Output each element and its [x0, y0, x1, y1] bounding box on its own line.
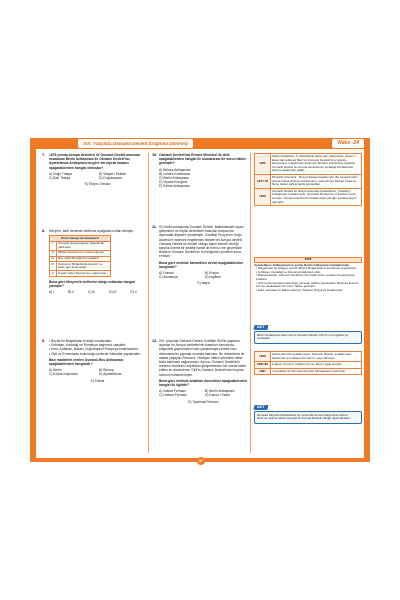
page	[30, 138, 370, 462]
note-text: Berlin Antlaşması'ndan sonra Osmanlı Devleti, Kıbrıs'ı ve İngiltere'ye verilmiştir.	[254, 331, 362, 344]
question-intro: Meryem, tarih dersinde defterine aşağıdaki notları almıştır.	[49, 229, 135, 233]
option-e[interactable]: E) Edirne	[90, 378, 105, 383]
question-number: 9.	[42, 339, 46, 343]
option-b[interactable]: B) Londra Konferansı	[159, 171, 191, 176]
question-text: Buna göre Meryem'in defterine aldığı notlardan hangisi yanlıştır?	[49, 279, 136, 289]
question-number: 11.	[152, 225, 158, 229]
timeline-year: 1878	[255, 352, 271, 362]
question-number: 7.	[42, 153, 46, 157]
notes-table	[49, 235, 111, 277]
option-b[interactable]: B) Berlin Antlaşması	[205, 389, 235, 394]
option-a[interactable]: A) Doğu Trakya	[49, 171, 72, 176]
option-b[interactable]: B) Vilayet-i Selâse	[99, 171, 126, 176]
option-d[interactable]: D) İngiltere	[205, 275, 222, 280]
timeline-text: Girit'te Rum'lar ayaklanmıştır. Osmanlı Devleti, ayaklanmayı bastırmak için Halepa Fermanı'nı yayımlamıştır.	[271, 352, 362, 362]
answer-options	[49, 172, 146, 180]
option-c[interactable]: C) Avusturya	[159, 275, 178, 280]
note-text: Dömeke Meydan Muharebesi'nin sonunda sonucu Meşrutiyet Ahmet Rıza'nın aksine askeri konuda bir Avrupa Devleti olduğu sayılmaktadır.	[254, 411, 362, 424]
column-divider	[250, 153, 251, 453]
option-e[interactable]: E) Edirne Antlaşması	[159, 184, 190, 189]
note-badge: NOT	[254, 325, 268, 330]
timeline-text: Osmanlı Devleti ile Rusya arasında Ayastefanos, (Yeşilköy) Antlaşması imzalanmıştır. (Osmanlı Devleti'nin imzalanan sona ermiştir. Osmanlı Devleti bu antlaşmayla çok ağır şartlara boyun eğmiştir.)	[271, 188, 362, 205]
question-7	[42, 153, 146, 186]
row-text: Rus elçisi Mençikof'un isteklerİ	[57, 256, 111, 262]
bullet-item: • Sırbistan, Karadağ ve Romanya bağımsız oldu.	[256, 271, 362, 275]
header-bar	[30, 138, 370, 149]
timeline-year: 1877-78	[255, 174, 271, 188]
question-text: Buna göre metinde bahsedilen devlet aşağıdakilerden hangisidir?	[159, 260, 244, 269]
question-passage: 93 Harbi sonrasında Osmanlı Devleti, Balkanlardaki siyasi gelişmeler ve büyük devletlerin baskıları karşısında diplomatik ilişkilere yönelmiştir. Özellikle Rusya'nın Doğu Akdeniz'e inmesini engellemek isteyen bir Avrupa devleti, Osmanlı Devleti'ne destek olduğu kabul ederek verdiği karşılık önemli bir strateji hamle ile Kıbrıs'ı ele geçirmiştir. Böylece Osmanlı Devleti'nin bu bölgedeki yönetimi sona ermiştir.	[159, 225, 244, 259]
timeline-year: 1897	[255, 368, 271, 375]
bullet-list	[49, 339, 146, 356]
option-e[interactable]: E) Elviye-i Selase	[84, 182, 111, 187]
bullet-item: • Kars, Ardahan, Batum, Doğubayazıt Rusya'ya bırakılacaktır.	[49, 347, 146, 351]
option-e[interactable]: E) İtalya	[197, 281, 210, 286]
row-text: Osmanlı donanmasının Navarin'de yakılması	[57, 241, 111, 250]
option-d[interactable]: D) Kanun-i Esasi	[205, 393, 230, 398]
timeline-table-2	[254, 351, 362, 375]
answer-options	[159, 389, 248, 397]
section-title: XIX. Yüzyılda Osmanlı Devleti (Dağılma Dönemi)	[78, 139, 193, 148]
bullet-item: • Girit ve Ermenistan bulunduğu yerlerde ıslahat yapılacaktır. Böylece Ermeni sorunu uluslararası bir sorun hâline gelmiştir.	[256, 282, 362, 289]
option-d[interactable]: D) IV	[109, 290, 117, 295]
timeline-year: 1876	[255, 154, 271, 175]
bullet-item: • Büyük bir Bulgaristan Krallığı kurulacaktır.	[49, 339, 146, 343]
option-c[interactable]: C) III	[88, 290, 96, 295]
option-b[interactable]: B) Rusya	[205, 271, 219, 276]
option-a[interactable]: A) Berlin	[49, 368, 62, 373]
timeline-text: Sultan Abdülaziz, II. Abdülhamit tahta çıktı. Meşrutiyet, Kanun-i Esasi ilan edilerek Batı'nın Osmanlı Devleti'nin iç işlerine karışmasını engellemek amacıyla Tersane Konferansı toplandı. Osmanlı Devleti ile Avrupa devletlerinin topladığı konferansta Kanun-i Esasi ilan edildi.	[271, 154, 362, 175]
bullet-item: • Girit ve Ermenistan bulunduğu yerlerde ıslahatlar yapılacaktır.	[49, 352, 146, 356]
option-e[interactable]: E) Tanzimat Fermanı	[188, 399, 219, 404]
berlin-block	[254, 257, 362, 292]
row-number: II.	[50, 250, 57, 256]
bullet-item: • Kars, Ardahan ve Batum (Elviye-i Selase) Rusya'ya bırakılmıştır.	[256, 289, 362, 293]
note-2	[254, 405, 362, 424]
row-number: I.	[50, 241, 57, 250]
question-text: Osmanlı Devleti'nde Ermeni Meselesi ilk defa aşağıdakilerden hangisi ile uluslararası bir sorun hâline gelmiştir?	[159, 153, 247, 166]
row-number: V.	[50, 271, 57, 277]
answer-options	[159, 168, 248, 189]
option-a[interactable]: A) Fransa	[159, 271, 174, 276]
row-text: Mülteci Sorunu'nun ortaya çıkması	[57, 250, 111, 256]
question-number: 8.	[42, 229, 46, 233]
timeline-text: Yunanistan ile Dömeke Meydan Muharebesi yapılmıştır.	[271, 368, 362, 375]
timeline-text: 93 Harbi (Osmanlı - Rusya Savaşı) başlamıştır. Bu savaşta Gazi Osman Paşa (Plevne Kahramanı), Gazi Ahmet Muhtar Paşa ve Nene Hatun kahramanlık gösterdiler.	[271, 174, 362, 188]
video-label: Video -24	[332, 139, 364, 148]
question-text: Buna göre metinde anlatılan düzenleme aşağıdakilerden hangisi ile ilgilidir?	[159, 378, 247, 388]
timeline-year: 1881-82	[255, 362, 271, 369]
question-12	[152, 339, 248, 404]
timeline-text: Ayastefanos Antlaşması'nın yerine Berlin Antlaşması imzalanmıştır.	[254, 262, 351, 267]
option-d[interactable]: D) Doğubayazıt	[99, 176, 122, 181]
bullet-item: • Bulgaristan üç bölgeye ayrıldı (Büyük Bulgaristan'ın kurulması engellendi).	[256, 267, 362, 271]
option-a[interactable]: A) Islahat Fermanı	[159, 389, 187, 394]
option-b[interactable]: B) Bükreş	[99, 368, 114, 373]
question-text: 1878 yılında Avrupa devletleri ile Osmanlı Devleti arasında imzalanan Berlin Antlaşması ile Osmanlı Devleti'nin, Ayastefanos Antlaşması'na göre tek toprak kazancı aşağıdakilerden hangisi olmuştur?	[49, 153, 140, 170]
note-1	[254, 325, 362, 344]
option-d[interactable]: D) Ayastefanos	[99, 372, 122, 377]
option-e[interactable]: E) V	[130, 290, 137, 295]
option-a[interactable]: A) I	[49, 290, 55, 295]
note-badge: NOT	[254, 405, 268, 410]
bullet-list	[256, 267, 362, 292]
question-9	[42, 339, 146, 383]
question-11	[152, 225, 248, 286]
question-10	[152, 153, 248, 189]
question-text: Bazı maddeleri verilen Osmanlı-Rus Antlaşması aşağıdakilerden hangisidir?	[49, 357, 124, 367]
row-text: Rusya'nın Boğazlarda kayıtsız ve kalıcı geri alma isteği	[57, 262, 111, 271]
timeline-table	[254, 153, 362, 206]
bullet-item: • Sırbistan, Karadağ ve Romanya bağımsız olacaktır.	[49, 343, 146, 347]
answer-options	[159, 271, 248, 279]
option-c[interactable]: C) Batı Trakya	[49, 176, 71, 181]
column-divider	[148, 153, 149, 453]
content-area	[36, 149, 364, 463]
question-passage: XIX. yüzyılda Osmanlı Devleti, özellikle Girit'te yaşanan isyanlar ve Avrupa devletlerinin baskıları karşısında, bölgedeki gayrimüslim halkı yatıştırmaya yönelik bazı düzenlemeler yapmak zorunda kalmıştır. Bu düzenleme ile adada yaşayan Rumlar'a, Hristiyan halkın yönetime daha fazla katılması sağlanmıştır. Ayrıca, Osmanlı Devleti'nin merkezi otoritesini zayıflatan gelişmelerden biri olarak kabul edilen bu düzenleme, Girit'in Osmanlı Devleti'nden kopma sürecini hızlandırmıştır.	[159, 339, 247, 377]
timeline-year: 1878	[254, 257, 362, 263]
question-number: 12.	[152, 339, 158, 343]
option-c[interactable]: C) Berlin Antlaşması	[159, 176, 189, 181]
answer-options	[49, 368, 146, 376]
row-number: IV.	[50, 262, 57, 271]
option-c[interactable]: C) Küçük Kaynarca	[49, 372, 78, 377]
answer-options	[49, 290, 137, 294]
timeline-year: 1878	[255, 188, 271, 205]
option-c[interactable]: C) Halepa Fermanı	[159, 393, 188, 398]
bullet-item: • Bosna-Hersek, Osmanlı Devleti'ne ait olmak üzere yönetimi Avusturya'ya bırakıldı.	[256, 274, 362, 281]
page-number: 97	[199, 459, 203, 463]
timeline-text: Fransa, Tunus'u; İngiltere'nin ise Mısır'ı işgal etmiştir.	[271, 362, 362, 369]
question-number: 10.	[152, 153, 158, 157]
table-title: Kırım Savaşı'nın Nedenleri	[50, 236, 111, 242]
row-number: III.	[51, 256, 55, 261]
question-8	[42, 229, 146, 295]
row-text: Kutsal Yerler Sorunu'nun yaşanması	[57, 271, 111, 277]
option-a[interactable]: A) Bükreş Antlaşması	[159, 167, 191, 172]
option-d[interactable]: D) Viyana Kongresi	[159, 180, 188, 185]
option-b[interactable]: B) II	[68, 290, 75, 295]
